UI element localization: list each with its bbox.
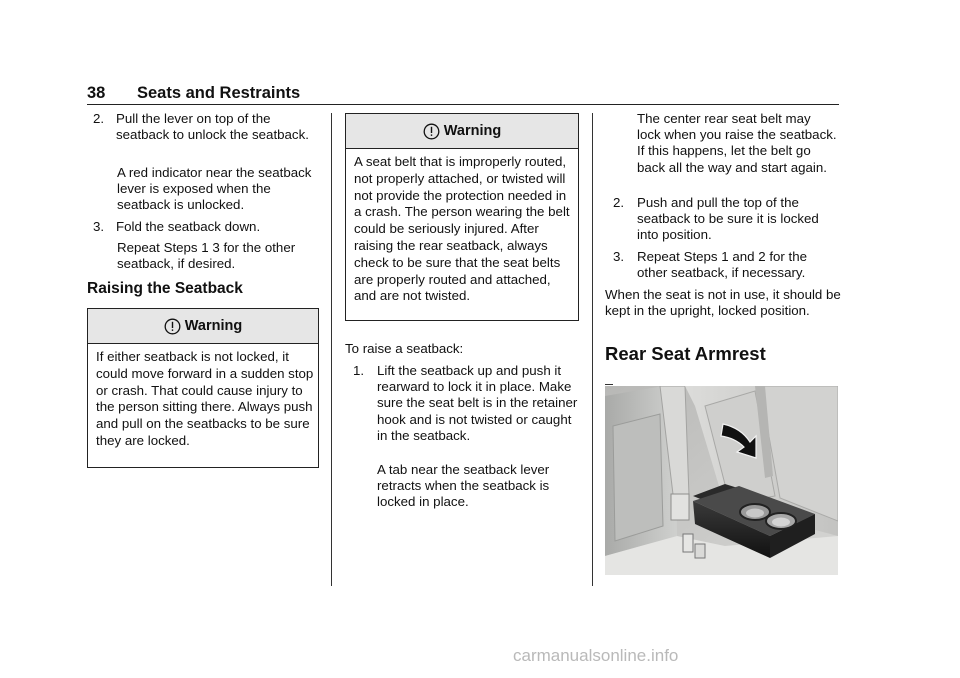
middle-column xyxy=(345,0,581,678)
paragraph: When the seat is not in use, it should be kept in the upright, locked position. xyxy=(605,287,841,319)
warning-title: Warning xyxy=(443,123,502,139)
warning-header xyxy=(88,309,318,344)
column-divider-right xyxy=(592,113,593,586)
continued-note: The center rear seat belt may lock when you raise the seatback. If this happens, let the belt go back all the way and start again. xyxy=(637,111,837,175)
step-2-note: A red indicator near the seatback lever is exposed when the seatback is unlocked. xyxy=(117,165,312,213)
page-number: 38 xyxy=(87,84,106,102)
figure-marker xyxy=(605,384,613,385)
warning-body: A seat belt that is improperly routed, not properly attached, or twisted will not provide the protection needed in a crash. The person wearing the belt could be seriously injured. After raising the rear seatback, always check to be sure that the seat belts are properly routed and attached, and are not twisted. xyxy=(354,154,570,304)
armrest-photo xyxy=(605,386,838,575)
section-heading: Rear Seat Armrest xyxy=(605,343,766,364)
step-number: 1. xyxy=(353,363,365,378)
section-heading: Raising the Seatback xyxy=(87,280,243,297)
warning-icon xyxy=(164,318,181,335)
step-text: Fold the seatback down. xyxy=(116,219,261,234)
step-1-note: A tab near the seatback lever retracts when the seatback is locked in place. xyxy=(377,462,550,510)
warning-body: If either seatback is not locked, it could move forward in a sudden stop or crash. That could cause injury to the person sitting there. Always push and pull on the seatbacks to be sure they are locked. xyxy=(96,349,314,448)
column-divider-left xyxy=(331,113,332,586)
intro-text: To raise a seatback: xyxy=(345,341,464,356)
right-column xyxy=(605,0,841,678)
step-text: Pull the lever on top of the seatback to unlock the seatback. xyxy=(116,111,309,143)
step-text: Lift the seatback up and push it rearward to lock it in place. Make sure the seat belt is in the retainer hook and is not twisted or caught in the seatback. xyxy=(377,363,578,443)
step-text: Push and pull the top of the seatback to be sure it is locked into position. xyxy=(637,195,819,243)
step-number: 2. xyxy=(613,195,625,210)
step-number: 2. xyxy=(93,111,105,126)
step-number: 3. xyxy=(93,219,105,234)
footer-watermark[interactable]: carmanualsonline.info xyxy=(513,646,679,665)
step-number: 3. xyxy=(613,249,625,264)
armrest-illustration xyxy=(605,386,838,575)
step-3-note: Repeat Steps 1 3 for the other seatback, if desired. xyxy=(117,240,296,272)
warning-box-left xyxy=(87,308,319,468)
step-text: Repeat Steps 1 and 2 for the other seatback, if necessary. xyxy=(637,249,808,281)
warning-title: Warning xyxy=(184,318,243,334)
section-title: Seats and Restraints xyxy=(137,84,301,102)
